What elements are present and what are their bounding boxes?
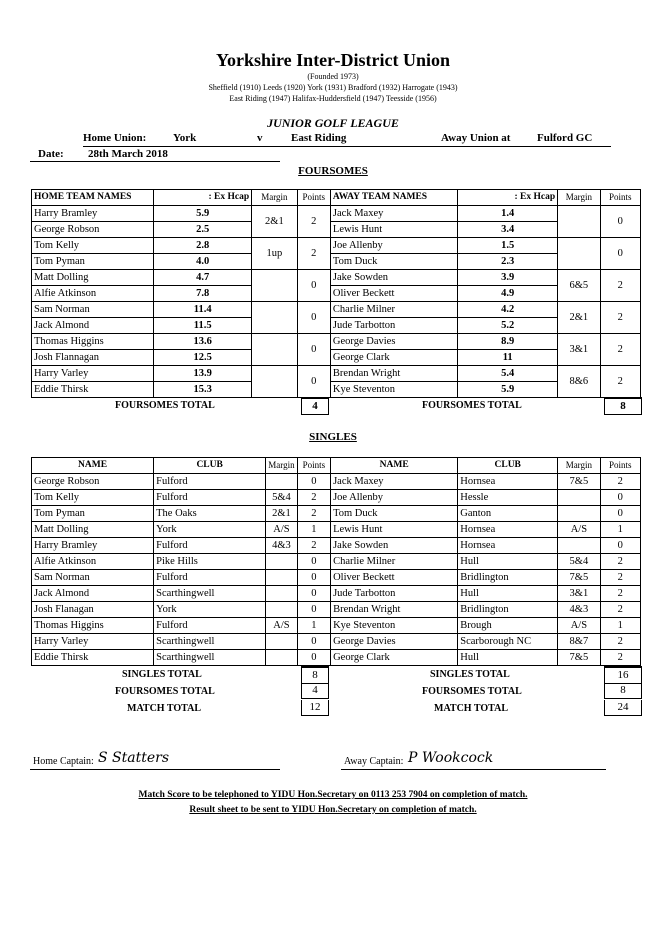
away-club: Ganton xyxy=(458,506,558,522)
away-player-name: Lewis Hunt xyxy=(331,522,458,538)
home-player-hcap: 13.9 xyxy=(154,366,252,382)
away-points-header: Points xyxy=(600,458,640,474)
away-player-name: George Clark xyxy=(331,650,458,666)
away-points: 2 xyxy=(600,650,640,666)
home-player-name: Jack Almond xyxy=(32,586,154,602)
home-player-name: Tom Pyman xyxy=(32,506,154,522)
table-row xyxy=(32,270,641,286)
home-player-hcap: 13.6 xyxy=(154,334,252,350)
table-row xyxy=(32,474,641,490)
table-row xyxy=(32,650,641,666)
home-player-name: Alfie Atkinson xyxy=(32,286,154,302)
away-club: Hessle xyxy=(458,490,558,506)
home-margin: A/S xyxy=(266,618,298,634)
home-player-hcap: 11.5 xyxy=(154,318,252,334)
home-club: Fulford xyxy=(154,490,266,506)
home-points: 2 xyxy=(297,238,330,270)
home-margin xyxy=(252,270,297,302)
total-value-home: 8 xyxy=(301,666,329,684)
home-club: Fulford xyxy=(154,538,266,554)
home-player-name: Josh Flannagan xyxy=(32,350,154,366)
home-player-hcap: 5.9 xyxy=(154,206,252,222)
home-points: 0 xyxy=(297,570,330,586)
away-points: 2 xyxy=(600,634,640,650)
away-margin: 8&7 xyxy=(558,634,600,650)
home-margin: 2&1 xyxy=(266,506,298,522)
away-player-name: Jude Tarbotton xyxy=(331,586,458,602)
home-points: 0 xyxy=(297,650,330,666)
table-row xyxy=(32,318,641,334)
home-points: 2 xyxy=(297,538,330,554)
home-player-name: Eddie Thirsk xyxy=(32,382,154,398)
total-value-away: 24 xyxy=(604,700,642,716)
away-player-hcap: 1.5 xyxy=(458,238,558,254)
table-row xyxy=(32,570,641,586)
away-captain-line xyxy=(341,769,606,770)
home-names-header: HOME TEAM NAMES xyxy=(32,190,154,206)
away-player-name: George Davies xyxy=(330,334,457,350)
home-points: 0 xyxy=(297,366,330,398)
home-margin-header: Margin xyxy=(266,458,298,474)
home-margin: 4&3 xyxy=(266,538,298,554)
away-player-name: Brendan Wright xyxy=(330,366,457,382)
away-points: 2 xyxy=(600,302,640,334)
home-player-name: Thomas Higgins xyxy=(32,334,154,350)
singles-title: SINGLES xyxy=(309,431,357,443)
away-club: Hornsea xyxy=(458,538,558,554)
home-margin xyxy=(266,634,298,650)
away-club: Brough xyxy=(458,618,558,634)
home-margin: 5&4 xyxy=(266,490,298,506)
total-value-away: 16 xyxy=(604,666,642,684)
away-player-name: Tom Duck xyxy=(331,506,458,522)
page-title: Yorkshire Inter-District Union xyxy=(216,50,450,70)
home-player-hcap: 15.3 xyxy=(154,382,252,398)
foursomes-total-label-away: FOURSOMES TOTAL xyxy=(422,400,522,411)
home-margin xyxy=(266,586,298,602)
away-club: Hornsea xyxy=(458,522,558,538)
home-margin xyxy=(252,334,297,366)
total-value-away: 8 xyxy=(604,683,642,699)
total-value-home: 12 xyxy=(301,700,329,716)
home-captain-label: Home Captain: xyxy=(33,756,94,767)
away-player-hcap: 2.3 xyxy=(458,254,558,270)
away-player-name: Oliver Beckett xyxy=(330,286,457,302)
away-player-hcap: 5.9 xyxy=(458,382,558,398)
away-club: Bridlington xyxy=(458,602,558,618)
table-row xyxy=(32,254,641,270)
home-player-name: George Robson xyxy=(32,222,154,238)
home-points: 0 xyxy=(297,270,330,302)
foursomes-total-label-home: FOURSOMES TOTAL xyxy=(115,400,215,411)
away-club: Scarborough NC xyxy=(458,634,558,650)
away-points: 2 xyxy=(600,334,640,366)
table-row xyxy=(32,302,641,318)
home-player-hcap: 4.0 xyxy=(154,254,252,270)
home-points: 0 xyxy=(297,602,330,618)
away-points: 0 xyxy=(600,506,640,522)
away-margin: 5&4 xyxy=(558,554,600,570)
home-points: 2 xyxy=(297,506,330,522)
away-player-hcap: 1.4 xyxy=(458,206,558,222)
home-captain-line xyxy=(30,769,280,770)
away-points: 2 xyxy=(600,602,640,618)
home-margin: A/S xyxy=(266,522,298,538)
table-row xyxy=(32,490,641,506)
away-player-hcap: 8.9 xyxy=(458,334,558,350)
home-margin: 2&1 xyxy=(252,206,297,238)
away-points: 1 xyxy=(600,522,640,538)
home-points: 1 xyxy=(297,618,330,634)
home-player-name: Tom Pyman xyxy=(32,254,154,270)
away-player-name: George Clark xyxy=(330,350,457,366)
away-points: 2 xyxy=(600,586,640,602)
home-club: York xyxy=(154,602,266,618)
away-margin: 7&5 xyxy=(558,650,600,666)
footer-line-2: Result sheet to be sent to YIDU Hon.Secretary on completion of match. xyxy=(189,805,477,815)
away-points: 1 xyxy=(600,618,640,634)
away-player-name: Joe Allenby xyxy=(330,238,457,254)
total-value-home: 4 xyxy=(301,683,329,699)
home-player-name: Sam Norman xyxy=(32,570,154,586)
table-row xyxy=(32,366,641,382)
total-label-away: FOURSOMES TOTAL xyxy=(422,686,522,697)
home-points-header: Points xyxy=(297,190,330,206)
table-row xyxy=(32,506,641,522)
away-player-name: Kye Steventon xyxy=(330,382,457,398)
away-player-hcap: 5.2 xyxy=(458,318,558,334)
away-player-hcap: 4.2 xyxy=(458,302,558,318)
away-player-name: Jake Sowden xyxy=(331,538,458,554)
away-player-hcap: 11 xyxy=(458,350,558,366)
home-hcap-header: : Ex Hcap xyxy=(154,190,252,206)
home-player-name: Josh Flanagan xyxy=(32,602,154,618)
home-margin xyxy=(266,554,298,570)
home-player-name: Harry Bramley xyxy=(32,538,154,554)
home-points: 0 xyxy=(297,474,330,490)
home-player-hcap: 7.8 xyxy=(154,286,252,302)
away-points: 2 xyxy=(600,474,640,490)
table-row xyxy=(32,238,641,254)
away-club: Hull xyxy=(458,586,558,602)
away-club-header: CLUB xyxy=(458,458,558,474)
table-row xyxy=(32,634,641,650)
away-captain-signature: P Wookcock xyxy=(408,750,494,766)
home-club: Scarthingwell xyxy=(154,634,266,650)
home-player-name: George Robson xyxy=(32,474,154,490)
away-player-name: Oliver Beckett xyxy=(331,570,458,586)
home-captain-signature: S Statters xyxy=(98,750,170,766)
date-value: 28th March 2018 xyxy=(88,148,168,160)
away-points: 0 xyxy=(600,238,640,270)
home-name-header: NAME xyxy=(32,458,154,474)
foursomes-title: FOURSOMES xyxy=(298,165,368,177)
away-name-header: NAME xyxy=(331,458,458,474)
table-row xyxy=(32,222,641,238)
away-hcap-header: : Ex Hcap xyxy=(458,190,558,206)
away-margin: 3&1 xyxy=(558,334,600,366)
home-points: 0 xyxy=(297,554,330,570)
foursomes-total-away: 8 xyxy=(604,397,642,415)
table-row xyxy=(32,554,641,570)
home-points: 0 xyxy=(297,302,330,334)
home-margin xyxy=(266,474,298,490)
home-margin xyxy=(252,302,297,334)
away-player-name: Tom Duck xyxy=(330,254,457,270)
home-margin xyxy=(266,602,298,618)
total-label-away: SINGLES TOTAL xyxy=(430,669,510,680)
total-label-away: MATCH TOTAL xyxy=(434,703,508,714)
home-points: 1 xyxy=(297,522,330,538)
home-player-name: Harry Varley xyxy=(32,366,154,382)
away-margin: A/S xyxy=(558,522,600,538)
home-margin xyxy=(252,366,297,398)
home-points: 2 xyxy=(297,206,330,238)
date-underline xyxy=(30,161,280,162)
away-margin: 2&1 xyxy=(558,302,600,334)
table-row xyxy=(32,618,641,634)
away-margin xyxy=(558,538,600,554)
away-club: Hull xyxy=(458,554,558,570)
away-points: 2 xyxy=(600,366,640,398)
versus-text: v xyxy=(257,132,263,144)
districts-line-2: East Riding (1947) Halifax-Huddersfield (1947) Teesside (1956) xyxy=(229,94,437,103)
home-club: The Oaks xyxy=(154,506,266,522)
home-points: 2 xyxy=(297,490,330,506)
away-points: 2 xyxy=(600,270,640,302)
home-player-hcap: 4.7 xyxy=(154,270,252,286)
home-player-name: Eddie Thirsk xyxy=(32,650,154,666)
home-player-name: Tom Kelly xyxy=(32,490,154,506)
away-margin xyxy=(558,238,600,270)
away-player-name: George Davies xyxy=(331,634,458,650)
away-margin: A/S xyxy=(558,618,600,634)
home-margin-header: Margin xyxy=(252,190,297,206)
away-player-name: Jake Sowden xyxy=(330,270,457,286)
away-points: 0 xyxy=(600,538,640,554)
home-player-hcap: 2.8 xyxy=(154,238,252,254)
home-club: Fulford xyxy=(154,570,266,586)
away-player-name: Jack Maxey xyxy=(330,206,457,222)
away-margin: 8&6 xyxy=(558,366,600,398)
away-union-at-label: Away Union at xyxy=(441,132,511,144)
away-margin: 7&5 xyxy=(558,474,600,490)
away-player-name: Kye Steventon xyxy=(331,618,458,634)
home-club: Scarthingwell xyxy=(154,586,266,602)
away-player-name: Jack Maxey xyxy=(331,474,458,490)
away-margin xyxy=(558,506,600,522)
home-club: York xyxy=(154,522,266,538)
home-player-name: Sam Norman xyxy=(32,302,154,318)
home-player-hcap: 2.5 xyxy=(154,222,252,238)
home-player-name: Alfie Atkinson xyxy=(32,554,154,570)
table-row xyxy=(32,382,641,398)
foursomes-total-home: 4 xyxy=(301,397,329,415)
total-label-home: SINGLES TOTAL xyxy=(122,669,202,680)
home-player-hcap: 12.5 xyxy=(154,350,252,366)
home-player-name: Harry Bramley xyxy=(32,206,154,222)
home-player-hcap: 11.4 xyxy=(154,302,252,318)
foursomes-table xyxy=(31,189,641,398)
total-label-home: MATCH TOTAL xyxy=(127,703,201,714)
home-player-name: Matt Dolling xyxy=(32,270,154,286)
venue-value: Fulford GC xyxy=(537,132,593,144)
header-underline xyxy=(83,146,611,147)
table-row xyxy=(32,334,641,350)
away-player-name: Lewis Hunt xyxy=(330,222,457,238)
home-margin xyxy=(266,570,298,586)
home-points: 0 xyxy=(297,586,330,602)
home-club: Fulford xyxy=(154,618,266,634)
singles-table xyxy=(31,457,641,666)
table-row xyxy=(32,522,641,538)
table-row xyxy=(32,286,641,302)
home-player-name: Tom Kelly xyxy=(32,238,154,254)
away-margin-header: Margin xyxy=(558,458,600,474)
away-margin: 6&5 xyxy=(558,270,600,302)
table-row xyxy=(32,602,641,618)
away-points-header: Points xyxy=(600,190,640,206)
away-margin: 3&1 xyxy=(558,586,600,602)
founded-text: (Founded 1973) xyxy=(307,72,359,81)
away-captain-label: Away Captain: xyxy=(344,756,404,767)
table-row xyxy=(32,538,641,554)
away-club: Hornsea xyxy=(458,474,558,490)
home-player-name: Jack Almond xyxy=(32,318,154,334)
away-points: 0 xyxy=(600,490,640,506)
total-label-home: FOURSOMES TOTAL xyxy=(115,686,215,697)
table-row xyxy=(32,350,641,366)
away-margin: 4&3 xyxy=(558,602,600,618)
away-club: Hull xyxy=(458,650,558,666)
home-player-name: Harry Varley xyxy=(32,634,154,650)
away-points: 2 xyxy=(600,570,640,586)
table-row xyxy=(32,206,641,222)
home-margin xyxy=(266,650,298,666)
away-player-name: Jude Tarbotton xyxy=(330,318,457,334)
home-club: Fulford xyxy=(154,474,266,490)
away-player-name: Joe Allenby xyxy=(331,490,458,506)
home-union-value: York xyxy=(173,132,197,144)
away-union-value: East Riding xyxy=(291,132,347,144)
home-points-header: Points xyxy=(297,458,330,474)
home-club: Scarthingwell xyxy=(154,650,266,666)
home-margin: 1up xyxy=(252,238,297,270)
footer-line-1: Match Score to be telephoned to YIDU Hon.Secretary on 0113 253 7904 on completion of match. xyxy=(138,790,528,800)
away-player-hcap: 4.9 xyxy=(458,286,558,302)
home-player-name: Thomas Higgins xyxy=(32,618,154,634)
away-points: 0 xyxy=(600,206,640,238)
away-club: Bridlington xyxy=(458,570,558,586)
away-player-name: Charlie Milner xyxy=(331,554,458,570)
away-player-name: Charlie Milner xyxy=(330,302,457,318)
league-title: JUNIOR GOLF LEAGUE xyxy=(267,116,399,130)
away-points: 2 xyxy=(600,554,640,570)
home-points: 0 xyxy=(297,634,330,650)
home-club-header: CLUB xyxy=(154,458,266,474)
home-points: 0 xyxy=(297,334,330,366)
away-player-hcap: 5.4 xyxy=(458,366,558,382)
home-union-label: Home Union: xyxy=(83,132,147,144)
table-row xyxy=(32,586,641,602)
away-margin xyxy=(558,206,600,238)
districts-line-1: Sheffield (1910) Leeds (1920) York (1931) Bradford (1932) Harrogate (1943) xyxy=(208,83,458,92)
away-player-name: Brendan Wright xyxy=(331,602,458,618)
away-margin-header: Margin xyxy=(558,190,600,206)
away-margin: 7&5 xyxy=(558,570,600,586)
away-names-header: AWAY TEAM NAMES xyxy=(330,190,457,206)
home-player-name: Matt Dolling xyxy=(32,522,154,538)
home-club: Pike Hills xyxy=(154,554,266,570)
away-player-hcap: 3.4 xyxy=(458,222,558,238)
date-label: Date: xyxy=(38,148,64,160)
away-margin xyxy=(558,490,600,506)
away-player-hcap: 3.9 xyxy=(458,270,558,286)
